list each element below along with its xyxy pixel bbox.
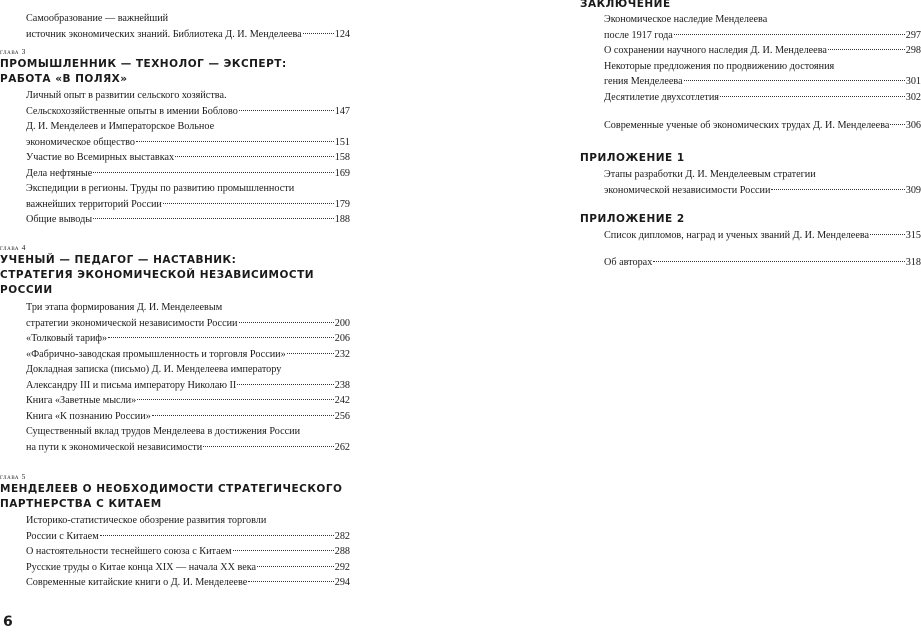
toc-page-number: 318: [905, 256, 921, 268]
toc-entry-line: [26, 119, 350, 135]
toc-entry-line: [604, 59, 921, 75]
toc-entry-text: Книга «Заветные мысли»: [26, 395, 137, 406]
toc-entry: [26, 119, 350, 150]
toc-page-number: 301: [905, 76, 921, 87]
toc-entry: [604, 228, 921, 244]
dot-leader: [674, 34, 905, 35]
toc-entry: [26, 300, 350, 331]
dot-leader: [653, 261, 904, 262]
toc-page-number: 169: [334, 167, 350, 179]
toc-entry-text: на пути к экономической независимости: [26, 441, 203, 453]
toc-entry: [604, 43, 921, 59]
toc-entry: [26, 560, 350, 576]
toc-page-number: 315: [905, 230, 921, 241]
toc-page-number: 294: [334, 577, 350, 588]
toc-entry-text: источник экономических знаний. Библиотека Д. И. Менделеева: [26, 28, 302, 40]
toc-page-number: 302: [905, 91, 921, 103]
toc-entry-text: Современные китайские книги о Д. И. Менделееве: [26, 577, 248, 588]
toc-entry-line-last: [26, 409, 350, 425]
toc-entry-text: Об авторах: [604, 256, 653, 268]
chapter-title: ПРОМЫШЛЕННИК — ТЕХНОЛОГ — ЭКСПЕРТ: РАБОТА «В ПОЛЯХ»: [0, 58, 287, 85]
toc-entry: [26, 362, 350, 393]
toc-page-number: 309: [905, 184, 921, 196]
toc-entry-line-last: [26, 440, 350, 456]
toc-page-number: 256: [334, 410, 350, 422]
toc-page-number: 206: [334, 333, 350, 344]
chapter-label: глава 4: [0, 243, 26, 252]
toc-page-number: 232: [334, 348, 350, 360]
dot-leader: [100, 535, 334, 536]
toc-entry: [26, 166, 350, 182]
chapter-title: УЧЕНЫЙ — ПЕДАГОГ — НАСТАВНИК: СТРАТЕГИЯ ЭКОНОМИЧЕСКОЙ НЕЗАВИСИМОСТИ РОССИИ: [0, 254, 315, 296]
toc-entry-text: Общие выводы: [26, 214, 93, 225]
dot-leader: [93, 218, 334, 219]
dot-leader: [303, 33, 334, 34]
toc-entry-line-last: [604, 90, 921, 106]
toc-entry-text: Три этапа формирования Д. И. Менделеевым: [26, 302, 223, 313]
chapter-3: [0, 47, 350, 228]
dot-leader: [870, 234, 905, 235]
toc-entry-line: [26, 88, 350, 104]
toc-entry-line-last: [26, 393, 350, 409]
chapter-label: глава 5: [0, 472, 26, 481]
toc-entry-line-last: [604, 74, 921, 90]
toc-entry-text: Экспедиции в регионы. Труды по развитию промышленности: [26, 183, 295, 194]
dot-leader: [137, 399, 334, 400]
toc-page-number: 200: [334, 317, 350, 329]
toc-page-number: 124: [334, 28, 350, 40]
toc-entry-text: Самообразование — важнейший: [26, 13, 169, 24]
toc-entry-text: Участие во Всемирных выставках: [26, 152, 175, 163]
toc-entry-line-last: [26, 316, 350, 332]
conclusion-extra: [604, 118, 921, 134]
toc-entry-line-last: [604, 183, 921, 199]
toc-page-number: 238: [334, 379, 350, 391]
dot-leader: [239, 322, 334, 323]
toc-page-number: 292: [334, 561, 350, 573]
toc-entry: [26, 513, 350, 544]
toc-page-number: 297: [905, 29, 921, 41]
toc-page-number: 288: [334, 546, 350, 557]
toc-entry-line: [604, 12, 921, 28]
appendix-1-entries: [604, 167, 921, 198]
toc-entry-text: «Толковый тариф»: [26, 333, 108, 344]
chapter-label: глава 3: [0, 47, 26, 56]
toc-page-number: 147: [334, 105, 350, 117]
dot-leader: [108, 337, 334, 338]
toc-entry-text: Личный опыт в развитии сельского хозяйства.: [26, 90, 227, 101]
dot-leader: [720, 96, 905, 97]
toc-entry-text: Александру III и письма императору Николаю II: [26, 379, 237, 391]
dot-leader: [248, 581, 334, 582]
toc-entry-text: Некоторые предложения по продвижению достояния: [604, 60, 835, 72]
toc-entry-text: Этапы разработки Д. И. Менделеевым стратегии: [604, 169, 816, 180]
dot-leader: [233, 550, 334, 551]
chapter-3-entries: [26, 88, 350, 228]
toc-entry-text: Сельскохозяйственные опыты в имении Боблово: [26, 105, 238, 117]
chapter-4: [0, 243, 350, 455]
toc-entry: [26, 424, 350, 455]
toc-entry: [26, 88, 350, 119]
toc-entry-line-last: [26, 150, 350, 166]
toc-entry-line-last: [26, 544, 350, 560]
chapter-5-entries: [26, 513, 350, 591]
toc-entry: [26, 212, 350, 228]
dot-leader: [239, 110, 334, 111]
toc-entry-text: Десятилетие двухсотлетия: [604, 91, 719, 103]
toc-page-number: 262: [334, 441, 350, 453]
toc-entry-text: О настоятельности теснейшего союза с Китаем: [26, 546, 232, 557]
toc-entry: [26, 544, 350, 560]
toc-entry: [26, 150, 350, 166]
toc-entry-line-last: [604, 28, 921, 44]
toc-entry-line-last: [604, 228, 921, 244]
toc-entry-text: Существенный вклад трудов Менделеева в достижения России: [26, 426, 301, 437]
toc-entry-text: О сохранении научного наследия Д. И. Менделеева: [604, 45, 827, 56]
dot-leader: [152, 415, 334, 416]
toc-entry-line-last: [26, 135, 350, 151]
dot-leader: [93, 172, 333, 173]
dot-leader: [163, 203, 334, 204]
chapter-4-entries: [26, 300, 350, 455]
toc-entry-line-last: [26, 529, 350, 545]
toc-entry-line-last: [26, 166, 350, 182]
toc-entry-text: Современные ученые об экономических трудах Д. И. Менделеева: [604, 120, 890, 131]
appendix-2-entries: [604, 228, 921, 244]
appendix-2-section: [580, 212, 921, 270]
dot-leader: [287, 353, 334, 354]
toc-entry-line: [26, 513, 350, 529]
toc-entry-text: Докладная записка (письмо) Д. И. Менделеева императору: [26, 364, 282, 375]
toc-entry-line-last: [604, 43, 921, 59]
toc-entry-line-last: [604, 118, 921, 134]
toc-entry-text: Экономическое наследие Менделеева: [604, 14, 768, 25]
dot-leader: [257, 566, 334, 567]
toc-entry-text: Историко-статистическое обозрение развития торговли: [26, 515, 267, 526]
toc-entry-line: [26, 11, 350, 27]
dot-leader: [237, 384, 333, 385]
page-number: 6: [3, 614, 13, 630]
dot-leader: [136, 141, 334, 142]
toc-entry-text: важнейших территорий России: [26, 198, 162, 210]
toc-entry: [26, 181, 350, 212]
toc-entry-text: стратегии экономической независимости России: [26, 317, 238, 329]
toc-entry-line-last: [26, 212, 350, 228]
toc-entry: [604, 118, 921, 134]
toc-entry-text: России с Китаем: [26, 530, 99, 542]
toc-entry-text: экономической независимости России: [604, 184, 771, 196]
toc-entry-text: Русские труды о Китае конца XIX — начала XX века: [26, 561, 257, 573]
toc-page-number: 179: [334, 198, 350, 210]
section-title: ЗАКЛЮЧЕНИЕ: [580, 0, 671, 10]
chapter-title: МЕНДЕЛЕЕВ О НЕОБХОДИМОСТИ СТРАТЕГИЧЕСКОГО ПАРТНЕРСТВА С КИТАЕМ: [0, 483, 343, 510]
toc-entry: [604, 59, 921, 90]
toc-entry-line-last: [26, 560, 350, 576]
toc-entry-line-last: [26, 575, 350, 591]
dot-leader: [890, 124, 904, 125]
dot-leader: [203, 446, 334, 447]
toc-page-number: 242: [334, 395, 350, 406]
chapter-5: [0, 472, 350, 591]
toc-page-number: 298: [905, 45, 921, 56]
toc-entry: [604, 167, 921, 198]
toc-entry: [604, 90, 921, 106]
toc-entry: [26, 409, 350, 425]
toc-entry: [26, 11, 350, 42]
toc-page-number: 188: [334, 214, 350, 225]
toc-entry-line-last: [26, 104, 350, 120]
toc-page-number: 282: [334, 530, 350, 542]
toc-entry-text: гения Менделеева: [604, 76, 683, 87]
toc-entry: [604, 255, 921, 271]
dot-leader: [771, 189, 904, 190]
toc-entry-line-last: [26, 331, 350, 347]
toc-entry-line: [26, 181, 350, 197]
appendix-1-section: [580, 151, 921, 198]
toc-entry-line-last: [26, 378, 350, 394]
toc-entry-text: «Фабрично-заводская промышленность и торговля России»: [26, 348, 286, 360]
toc-entry-line: [26, 300, 350, 316]
toc-entry: [26, 393, 350, 409]
toc-entry-line: [26, 424, 350, 440]
toc-entry-line-last: [26, 27, 350, 43]
conclusion-entries: [604, 12, 921, 105]
conclusion-section: [580, 0, 921, 134]
toc-entry-text: экономическое общество: [26, 136, 135, 148]
toc-entry-line: [26, 362, 350, 378]
toc-entry: [26, 347, 350, 363]
toc-entry-line-last: [26, 347, 350, 363]
toc-entry-text: после 1917 года: [604, 29, 673, 41]
toc-page-number: 151: [334, 136, 350, 148]
section-title: ПРИЛОЖЕНИЕ 2: [580, 213, 685, 225]
section-title: ПРИЛОЖЕНИЕ 1: [580, 152, 685, 164]
toc-entry: [604, 12, 921, 43]
toc-entry-line-last: [26, 197, 350, 213]
toc-page-number: 306: [905, 120, 921, 131]
toc-entry-text: Список дипломов, наград и ученых званий Д. И. Менделеева: [604, 230, 870, 241]
toc-entry: [26, 331, 350, 347]
toc-entry-text: Книга «К познанию России»: [26, 410, 151, 422]
dot-leader: [828, 49, 905, 50]
appendix-2-extra: [604, 255, 921, 271]
dot-leader: [175, 156, 334, 157]
toc-entry: [26, 575, 350, 591]
toc-entry-text: Дела нефтяные: [26, 167, 93, 179]
dot-leader: [684, 80, 905, 81]
toc-entry-line: [604, 167, 921, 183]
toc-entry-line-last: [604, 255, 921, 271]
toc-entry-text: Д. И. Менделеев и Императорское Вольное: [26, 121, 215, 132]
toc-page-number: 158: [334, 152, 350, 163]
preamble-entries: [26, 11, 350, 42]
